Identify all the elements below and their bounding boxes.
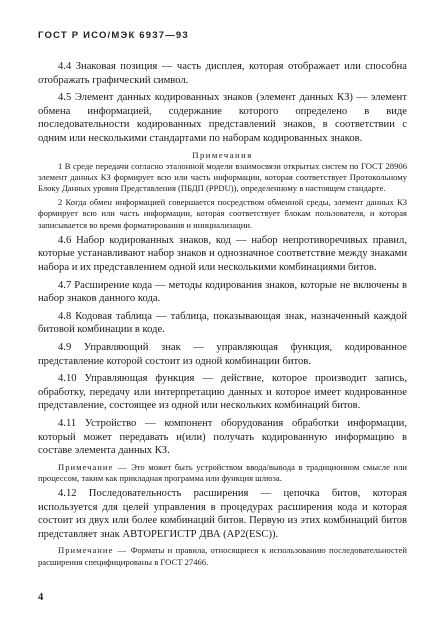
- note-device: [38, 462, 407, 484]
- paragraph-4-10: 4.10 Управляющая функция — действие, которое производит запись, обработку, передачу или интерпретацию данных и которое имеет кодированное представление, состоящее из одной или нескольких комбинаций битов.: [38, 373, 407, 412]
- paragraph-4-5: 4.5 Элемент данных кодированных знаков (элемент данных КЗ) — элемент обмена информацией, содержание которого определено в виде последовательности кодированных представлений знаков, в соответствии с одним или несколькими стандартами по наборам кодированных знаков.: [38, 92, 407, 144]
- note-device-text: Это может быть устройством ввода/вывода в традиционном смысле или процессом, таким как прикладная программа или функция шлюза.: [38, 461, 407, 483]
- paragraph-4-4: 4.4 Знаковая позиция — часть дисплея, которая отображает или способна отображать графический символ.: [38, 61, 407, 86]
- note-device-lead: Примечание —: [58, 461, 128, 472]
- paragraph-4-7: 4.7 Расширение кода — методы кодирования знаков, которые не включены в набор знаков данного кода.: [38, 279, 407, 305]
- paragraph-4-9: 4.9 Управляющий знак — управляющая функция, кодированное представление которой состоит из одной комбинации битов.: [38, 341, 407, 367]
- paragraph-4-6: 4.6 Набор кодированных знаков, код — набор непротиворечивых правил, которые устанавливают набор знаков и однозначное соответствие между знаками набора и их представлением одной или несколькими комбинациями битов.: [38, 234, 407, 273]
- page-number: 4: [38, 592, 44, 603]
- paragraph-4-12: 4.12 Последовательность расширения — цепочка битов, которая используется для целей управления в процедурах расширения кода и которая состоит из двух или более комбинаций битов. Первую из этих комбинаций битов представляет знак АВТОРЕГИСТР ДВА (АР2(ESC)).: [38, 488, 407, 540]
- paragraph-4-8: 4.8 Кодовая таблица — таблица, показывающая знак, назначенный каждой битовой комбинации в коде.: [38, 310, 407, 336]
- page-body: [38, 60, 407, 571]
- note-1: 1 В среде передачи согласно эталонной модели взаимосвязи открытых систем по ГОСТ 28906 элемент данных КЗ формирует всю или часть информации, которая соответствует Протокольному Блоку Данных уровня Представления (ПБДП (PPDU)), определенному в настоящем стандарте.: [38, 160, 407, 193]
- paragraph-4-11: 4.11 Устройство — компонент оборудования обработки информации, который может передавать и(или) получать кодированную информацию в составе элемента данных КЗ.: [38, 417, 407, 457]
- note-escape-text: Форматы и правила, относящиеся к использованию последовательностей расширения специфицированы в ГОСТ 27466.: [38, 545, 407, 567]
- running-header: ГОСТ Р ИСО/МЭК 6937—93: [38, 30, 189, 41]
- note-escape: [38, 545, 407, 567]
- note-2: 2 Когда обмен информацией совершается посредством обменной среды, элемент данных КЗ формирует всю или часть информации, которая соответствует блокам пользователя, и которая записывается во время форматирования и инициализации.: [38, 197, 407, 230]
- notes-heading: Примечания: [192, 149, 253, 160]
- note-escape-lead: Примечание —: [58, 545, 128, 556]
